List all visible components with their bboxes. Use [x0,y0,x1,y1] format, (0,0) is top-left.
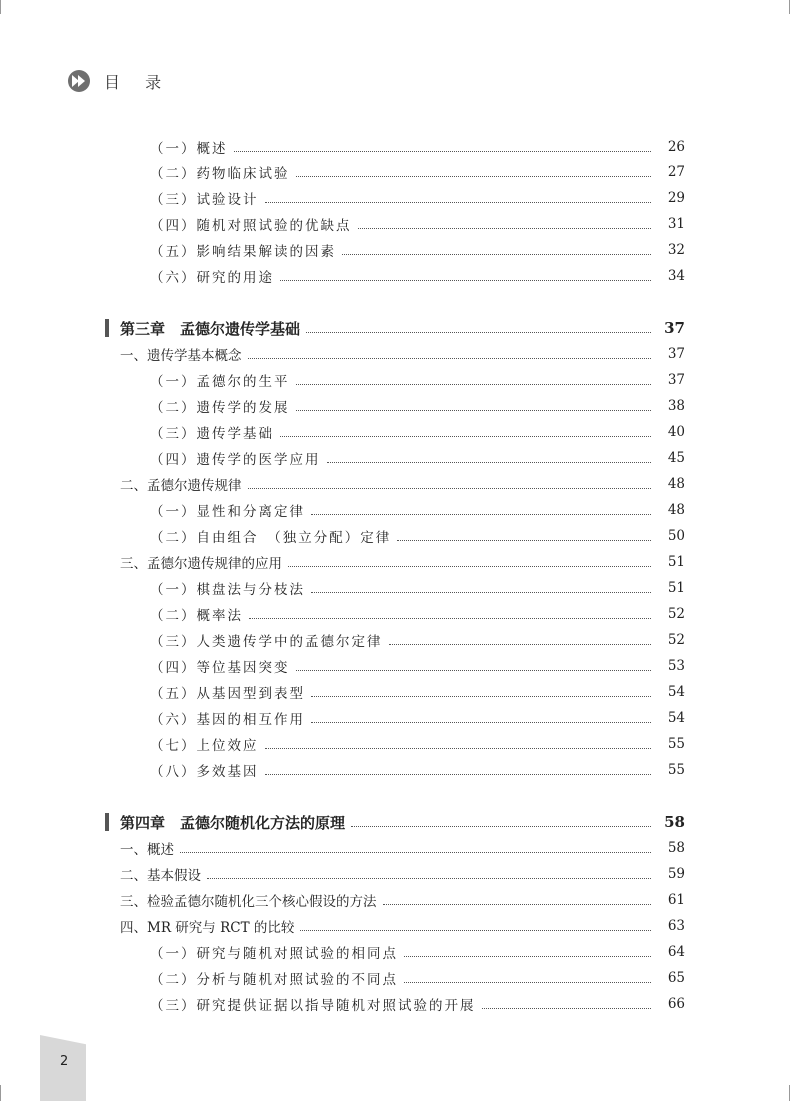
dot-leader [265,748,652,749]
toc-entry-page-number: 52 [667,632,685,648]
toc-section-entry[interactable] [0,342,790,366]
toc-entry-title: （一）棋盘法与分枝法 [150,582,305,598]
toc-entry-title: 第三章 孟德尔遗传学基础 [120,319,301,338]
toc-section-entry[interactable] [0,836,790,860]
dot-leader [234,151,652,152]
toc-entry-title: （四）遗传学的医学应用 [150,452,321,468]
toc-entry-title: （一）显性和分离定律 [150,504,305,520]
toc-subsection-entry[interactable] [0,186,790,210]
crop-mark [0,1085,1,1101]
toc-entry-title: 三、检验孟德尔随机化三个核心假设的方法 [120,894,377,910]
dot-leader [180,852,651,853]
toc-chapter-entry[interactable] [0,316,790,340]
toc-entry-page-number: 50 [667,528,685,544]
toc-entry-title: （四）随机对照试验的优缺点 [150,218,352,234]
toc-entry-page-number: 37 [664,319,685,337]
toc-entry-title: 第四章 孟德尔随机化方法的原理 [120,813,346,832]
toc-entry-page-number: 55 [667,762,685,778]
toc-entry-page-number: 32 [667,242,685,258]
dot-leader [404,982,651,983]
toc-entry-title: （六）研究的用途 [150,270,274,286]
toc-chapter-entry[interactable] [0,810,790,834]
toc-subsection-entry[interactable] [0,368,790,392]
toc-subsection-entry[interactable] [0,135,790,159]
toc-entry-title: （一）研究与随机对照试验的相同点 [150,946,398,962]
toc-section-entry[interactable] [0,914,790,938]
toc-entry-page-number: 53 [667,658,685,674]
crop-mark [0,0,1,14]
toc-subsection-entry[interactable] [0,680,790,704]
dot-leader [280,436,651,437]
dot-leader [311,696,651,697]
toc-subsection-entry[interactable] [0,394,790,418]
dot-leader [265,774,652,775]
toc-entry-title: （三）遗传学基础 [150,426,274,442]
toc-subsection-entry[interactable] [0,706,790,730]
toc-subsection-entry[interactable] [0,446,790,470]
page-number: 2 [60,1054,69,1069]
dot-leader [296,384,652,385]
toc-subsection-entry[interactable] [0,576,790,600]
toc-entry-page-number: 54 [667,684,685,700]
toc-entry-page-number: 38 [667,398,685,414]
dot-leader [397,540,651,541]
toc-entry-title: （一）概述 [150,141,228,157]
toc-subsection-entry[interactable] [0,940,790,964]
dot-leader [296,670,652,671]
toc-entry-page-number: 61 [667,892,685,908]
toc-entry-title: （二）概率法 [150,608,243,624]
toc-section-entry[interactable] [0,472,790,496]
toc-entry-title: （八）多效基因 [150,764,259,780]
toc-entry-title: （二）自由组合 （独立分配）定律 [150,530,392,546]
toc-entry-page-number: 40 [667,424,685,440]
dot-leader [404,956,651,957]
toc-entry-page-number: 63 [667,918,685,934]
dot-leader [327,462,652,463]
toc-entry-page-number: 31 [667,216,685,232]
toc-entry-page-number: 58 [664,813,685,831]
dot-leader [383,904,652,905]
dot-leader [207,878,651,879]
toc-subsection-entry[interactable] [0,264,790,288]
toc-entry-title: （五）影响结果解读的因素 [150,244,336,260]
dot-leader [311,722,651,723]
toc-entry-page-number: 52 [667,606,685,622]
dot-leader [249,618,651,619]
toc-entry-title: （七）上位效应 [150,738,259,754]
dot-leader [265,202,652,203]
toc-entry-page-number: 37 [667,346,685,362]
toc-section-entry[interactable] [0,888,790,912]
toc-entry-page-number: 55 [667,736,685,752]
toc-entry-title: （一）孟德尔的生平 [150,374,290,390]
toc-subsection-entry[interactable] [0,992,790,1016]
toc-entry-title: 四、MR 研究与 RCT 的比较 [120,920,295,936]
toc-subsection-entry[interactable] [0,628,790,652]
toc-subsection-entry[interactable] [0,498,790,522]
dot-leader [300,930,651,931]
toc-entry-title: 三、孟德尔遗传规律的应用 [120,556,282,572]
toc-entry-title: （二）分析与随机对照试验的不同点 [150,972,398,988]
dot-leader [311,592,651,593]
toc-subsection-entry[interactable] [0,524,790,548]
toc-entry-page-number: 48 [667,502,685,518]
toc-subsection-entry[interactable] [0,966,790,990]
chapter-marker-bar [105,319,109,337]
toc-entry-page-number: 64 [667,944,685,960]
toc-entry-title: （二）遗传学的发展 [150,400,290,416]
toc-entry-title: 二、基本假设 [120,868,201,884]
toc-subsection-entry[interactable] [0,758,790,782]
toc-entry-page-number: 51 [667,580,685,596]
dot-leader [248,488,652,489]
dot-leader [358,228,652,229]
toc-subsection-entry[interactable] [0,420,790,444]
toc-section-entry[interactable] [0,550,790,574]
chapter-marker-bar [105,813,109,831]
dot-leader [306,332,651,333]
dot-leader [280,280,651,281]
dot-leader [351,826,651,827]
toc-section-entry[interactable] [0,862,790,886]
header-title: 目 录 [104,72,172,92]
toc-entry-title: （六）基因的相互作用 [150,712,305,728]
toc-subsection-entry[interactable] [0,654,790,678]
toc-entry-title: （三）人类遗传学中的孟德尔定律 [150,634,383,650]
toc-entry-page-number: 37 [667,372,685,388]
toc-entry-page-number: 27 [667,164,685,180]
toc-subsection-entry[interactable] [0,602,790,626]
dot-leader [342,254,651,255]
toc-entry-page-number: 29 [667,190,685,206]
toc-entry-title: （三）研究提供证据以指导随机对照试验的开展 [150,998,476,1014]
toc-entry-page-number: 26 [667,139,685,155]
dot-leader [389,644,652,645]
toc-entry-page-number: 48 [667,476,685,492]
toc-entry-page-number: 45 [667,450,685,466]
toc-entry-page-number: 54 [667,710,685,726]
toc-entry-page-number: 65 [667,970,685,986]
dot-leader [296,410,652,411]
toc-entry-page-number: 59 [667,866,685,882]
dot-leader [296,176,652,177]
toc-subsection-entry[interactable] [0,732,790,756]
dot-leader [288,566,651,567]
dot-leader [248,358,652,359]
toc-entry-title: （五）从基因型到表型 [150,686,305,702]
toc-entry-title: （三）试验设计 [150,192,259,208]
toc-entry-title: 二、孟德尔遗传规律 [120,478,242,494]
dot-leader [311,514,651,515]
toc-entry-title: （二）药物临床试验 [150,166,290,182]
toc-entry-page-number: 51 [667,554,685,570]
toc-subsection-entry[interactable] [0,160,790,184]
toc-subsection-entry[interactable] [0,212,790,236]
toc-entry-page-number: 58 [667,840,685,856]
toc-entry-page-number: 66 [667,996,685,1012]
toc-entry-title: （四）等位基因突变 [150,660,290,676]
toc-entry-title: 一、遗传学基本概念 [120,348,242,364]
toc-subsection-entry[interactable] [0,238,790,262]
dot-leader [482,1008,652,1009]
toc-entry-title: 一、概述 [120,842,174,858]
toc-entry-page-number: 34 [667,268,685,284]
